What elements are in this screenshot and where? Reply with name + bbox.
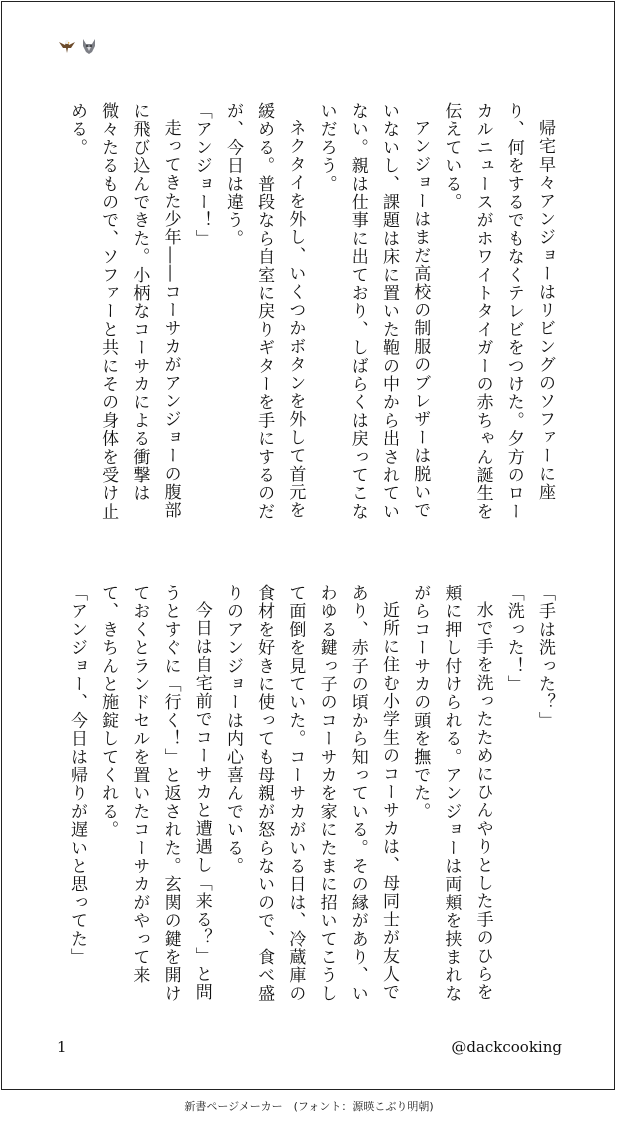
paragraph: 近所に住む小学生のコーサカは、母同士が友人であり、赤子の頃から知っている。その縁があり、いわゆる鍵っ子のコーサカを家にたまに招いてこうして面倒を見ていた。コーサカがいる日は、冷蔵庫の食材を好きに使っても母親が怒らないので、食べ盛りのアンジョーは内心喜んでいる。 — [222, 584, 399, 1003]
eagle-icon — [57, 36, 77, 56]
paragraph: 今日は自宅前でコーサカと遭遇し「来る？」と問うとすぐに「行く！」と返された。玄関の鍵を開けておくとランドセルを置いたコーサカがやって来て、きちんと施錠してくれる。 — [98, 584, 212, 1003]
text-section-1 — [54, 102, 560, 522]
page — [1, 1, 615, 1090]
paragraph: アンジョーはまだ高校の制服のブレザーは脱いでいないし、課題は床に置いた鞄の中から出されていない。親は仕事に出ており、しばらくは戻ってこないだろう。 — [316, 102, 431, 521]
author-handle: @dackcooking — [451, 1038, 562, 1056]
header-emoji — [57, 35, 99, 57]
paragraph: 「アンジョー！」 — [191, 102, 212, 248]
paragraph: 水で手を洗ったためにひんやりとした手のひらを頬に押し付けられる。アンジョーは両頬を挟まれながらコーサカの頭を撫でた。 — [410, 584, 493, 1003]
paragraph: 帰宅早々アンジョーはリビングのソファーに座り、何をするでもなくテレビをつけた。夕方のローカルニュースがホワイトタイガーの赤ちゃん誕生を伝えている。 — [441, 102, 555, 521]
page-number: 1 — [57, 1038, 67, 1056]
paragraph: 「洗った！」 — [503, 584, 524, 694]
paragraph: 「アンジョー、今日は帰りが遅いと思ってた」 — [66, 584, 87, 967]
paragraph: 「手は洗った？」 — [535, 584, 555, 730]
paragraph: 走ってきた少年――コーサカがアンジョーの腹部に飛び込んできた。小柄なコーサカによる衝撃は微々たるもので、ソファーと共にその身体を受け止める。 — [66, 102, 181, 521]
paragraph: ネクタイを外し、いくつかボタンを外して首元を緩める。普段なら自室に戻りギターを手にするのだが、今日は違う。 — [222, 102, 306, 521]
wolf-icon — [79, 36, 99, 56]
footer-credit: 新書ページメーカー (フォント：源暎こぶり明朝) — [184, 1100, 434, 1113]
text-section-2 — [54, 584, 560, 1004]
